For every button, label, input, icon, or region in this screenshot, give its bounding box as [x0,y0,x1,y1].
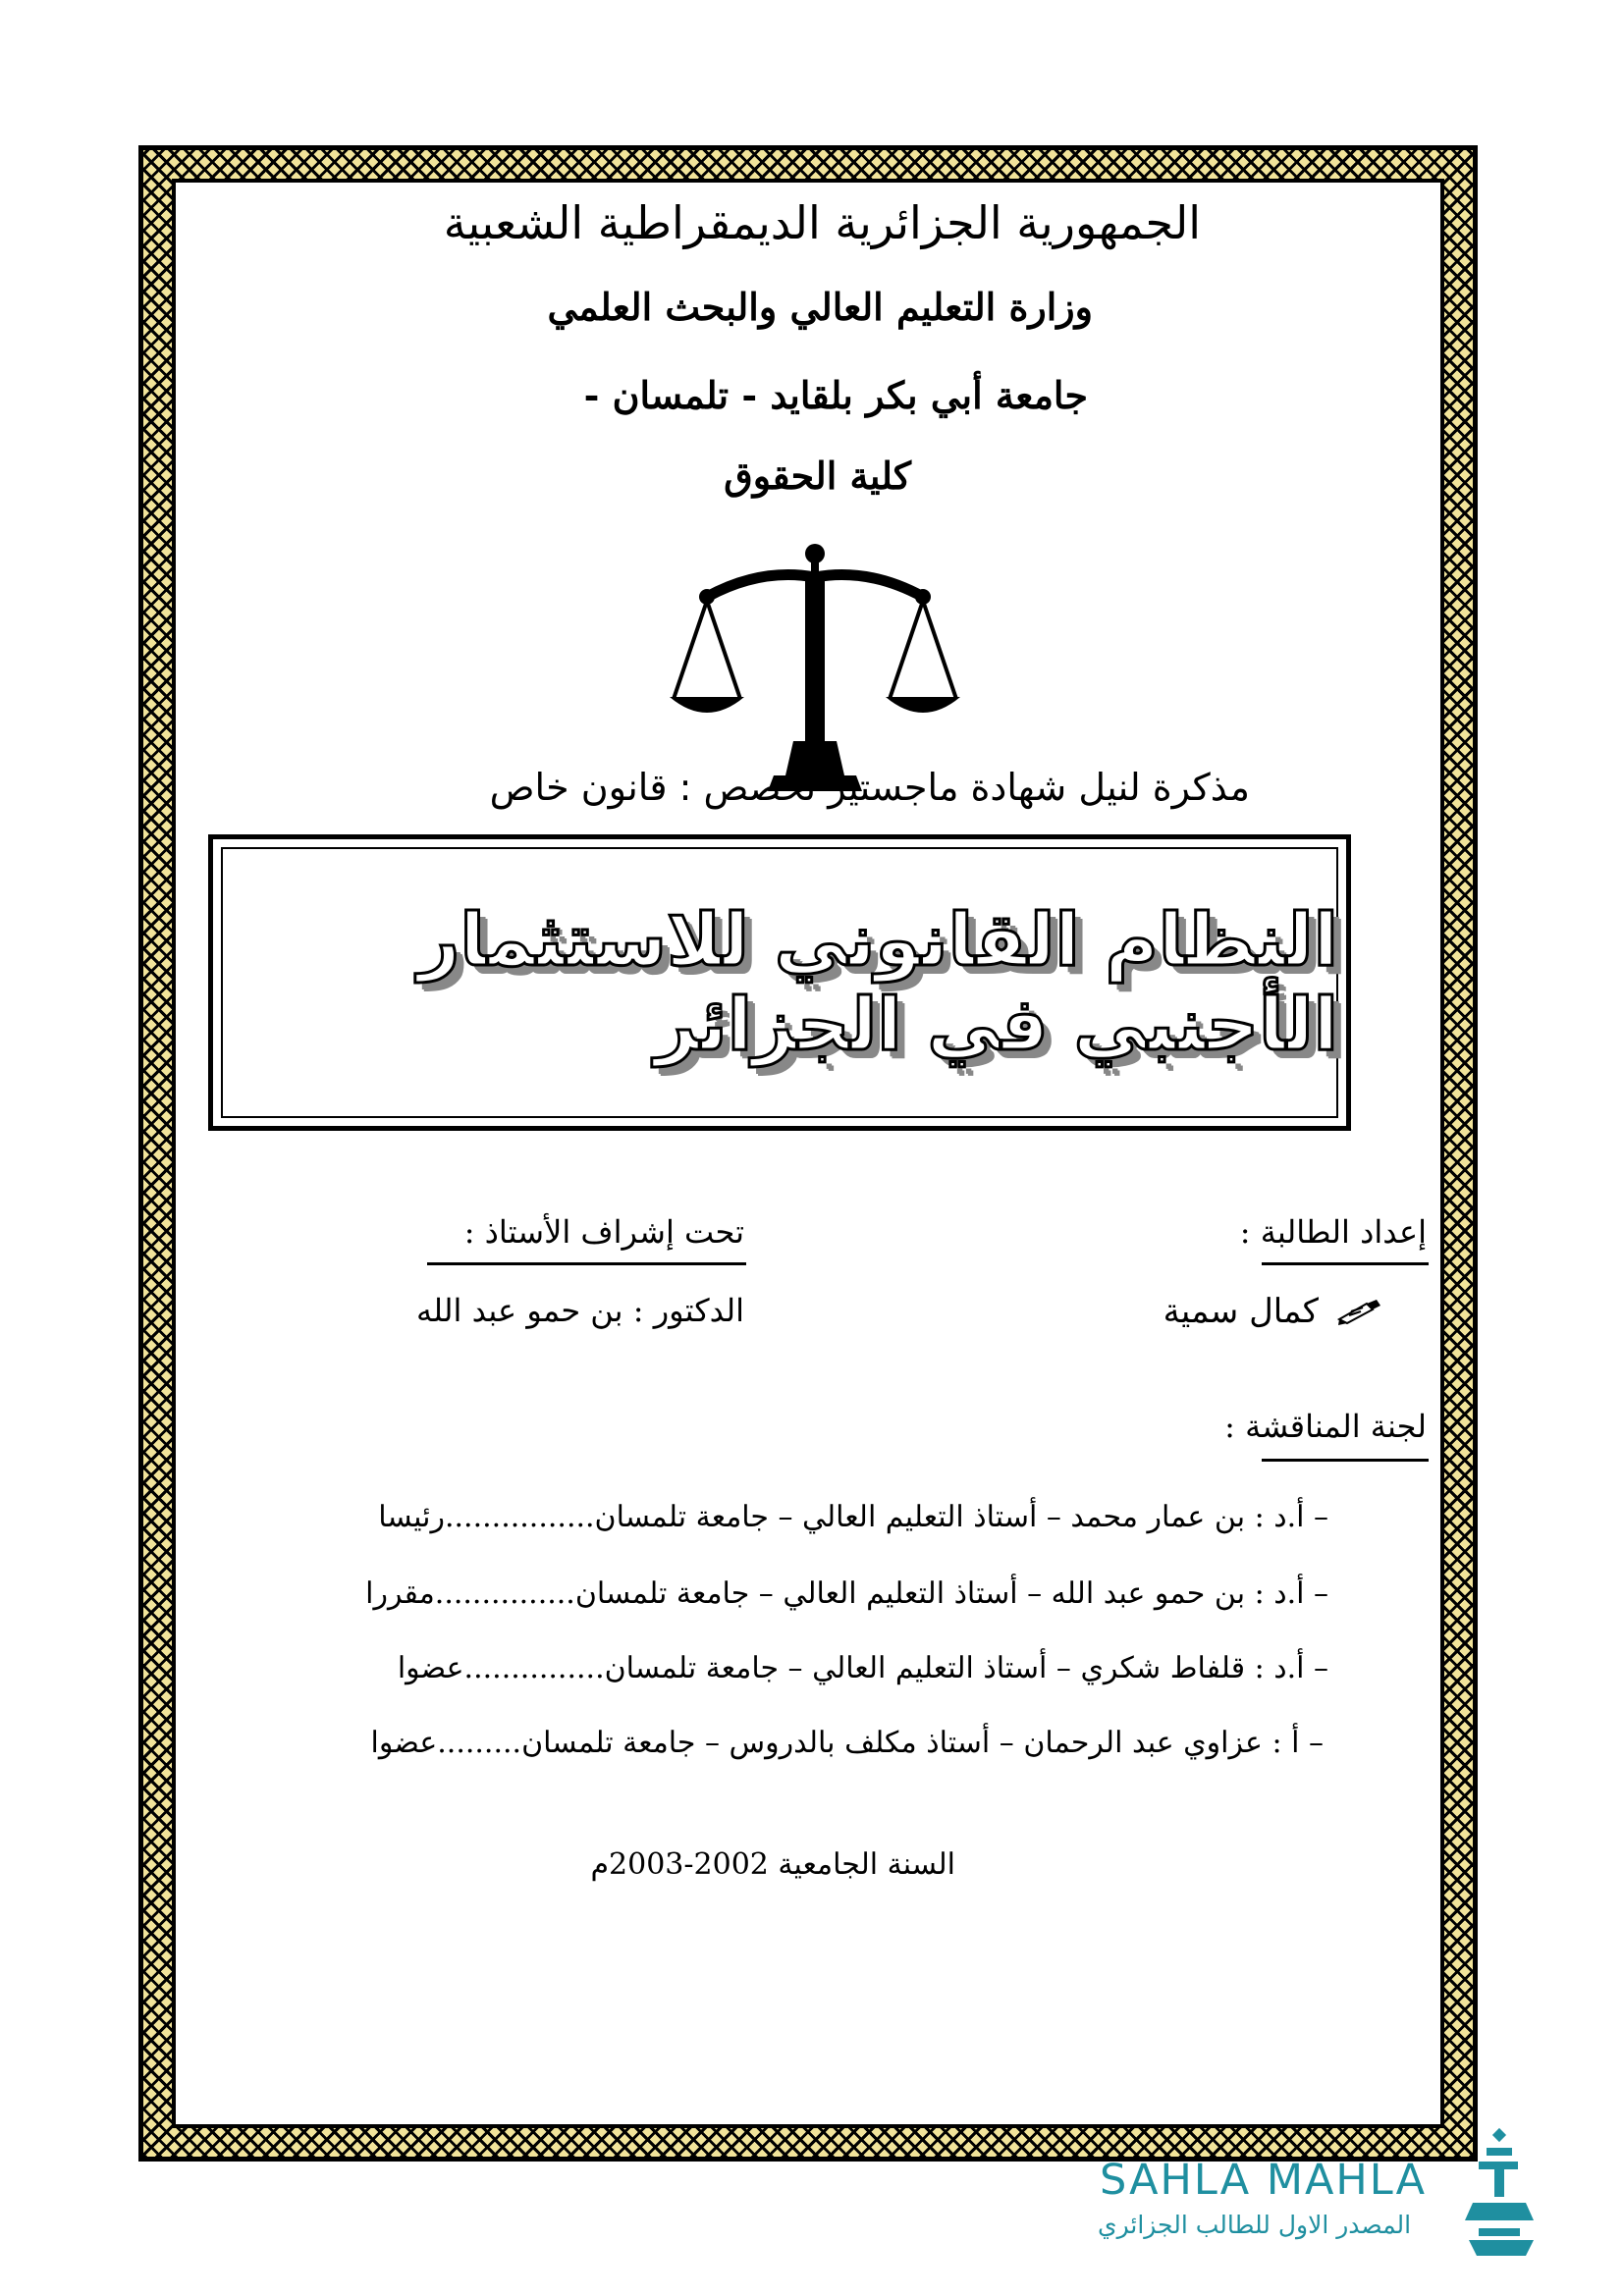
committee-label: لجنة المناقشة : [1224,1408,1427,1445]
prepared-by-label: إعداد الطالبة : [1239,1213,1427,1251]
watermark-tagline: المصدر الاول للطالب الجزائري [1098,2211,1412,2239]
watermark-logo-icon [1465,2126,1543,2259]
thesis-title: النظام القانوني للاستثمار الأجنبي في الجزائر [417,898,1338,1067]
republic-heading: الجمهورية الجزائرية الديمقراطية الشعبية [443,196,1201,249]
scales-of-justice-icon [668,540,962,795]
student-name: كمال سمية [1163,1292,1319,1331]
committee-underline [1262,1459,1429,1462]
prepared-by-underline [1262,1262,1429,1265]
supervision-label: تحت إشراف الأستاذ : [463,1213,744,1251]
writing-hand-icon [1337,1298,1382,1327]
university-heading: جامعة أبي بكر بلقايد - تلمسان - [583,373,1088,417]
committee-member: – أ.د : قلفاط شكري – أستاذ التعليم العالي – جامعة تلمسان...............عضوا [397,1651,1328,1685]
faculty-heading: كلية الحقوق [724,454,911,498]
committee-member: – أ : عزاوي عبد الرحمان – أستاذ مكلف بالدروس – جامعة تلمسان.........عضوا [370,1726,1324,1760]
committee-member: – أ.د : بن حمو عبد الله – أستاذ التعليم العالي – جامعة تلمسان...............مقررا [365,1576,1328,1611]
degree-statement: مذكرة لنيل شهادة ماجستير تخصص : قانون خاص [489,766,1250,809]
supervision-underline [427,1262,746,1265]
academic-year: السنة الجامعية 2002-2003م [590,1847,955,1882]
ministry-heading: وزارة التعليم العالي والبحث العلمي [547,285,1093,329]
watermark-brand: SAHLA MAHLA [1100,2156,1428,2205]
committee-member: – أ.د : بن عمار محمد – أستاذ التعليم العالي – جامعة تلمسان................رئيسا [378,1500,1328,1534]
supervisor-name: الدكتور : بن حمو عبد الله [416,1292,744,1329]
